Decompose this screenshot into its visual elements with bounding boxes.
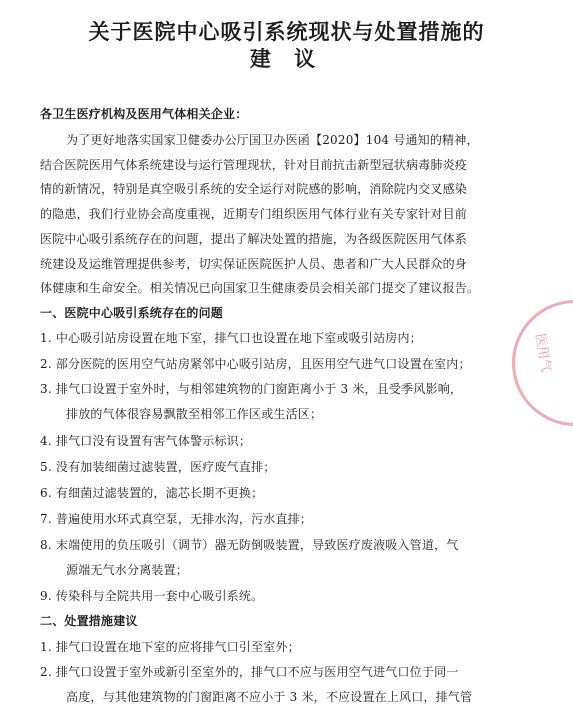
intro-line: 为了更好地落实国家卫健委办公厅国卫办医函【2020】104 号通知的精神， [66, 133, 479, 147]
intro-line: 体健康和生命安全。相关情况已向国家卫生健康委员会相关部门提交了建议报告。 [40, 281, 480, 295]
list-item: 9. 传染科与全院共用一套中心吸引系统。 [40, 589, 264, 603]
document-title-line1: 关于医院中心吸引系统现状与处置措施的 [88, 19, 485, 44]
salutation: 各卫生医疗机构及医用气体相关企业： [40, 107, 248, 121]
list-item: 3. 排气口设置于室外时，与相邻建筑物的门窗距离小于 3 米，且受季风影响， [40, 382, 463, 396]
list-item: 2. 部分医院的医用空气站房紧邻中心吸引站房，且医用空气进气口设置在室内； [40, 357, 471, 371]
list-item: 4. 排气口没有设置有害气体警示标识； [40, 434, 252, 448]
intro-line: 医院中心吸引系统存在的问题，提出了解决处置的措施，为各级医院医用气体系 [40, 232, 468, 246]
intro-line: 结合医院医用气体系统建设与运行管理现状，针对目前抗击新型冠状病毒肺炎疫 [40, 158, 468, 172]
document-title-line2: 建 议 [249, 46, 324, 71]
list-item-continuation: 排放的气体很容易飘散至相邻工作区或生活区； [66, 407, 323, 421]
section-heading: 二、处置措施建议 [40, 614, 138, 628]
list-item: 5. 没有加装细菌过滤装置，医疗废气直排； [40, 460, 276, 474]
list-item: 1. 中心吸引站房设置在地下室，排气口也设置在地下室或吸引站房内； [40, 331, 422, 345]
list-item: 2. 排气口设置于室外或新引至室外的，排气口不应与医用空气进气口位于同一 [40, 665, 459, 679]
list-item: 1. 排气口设置在地下室的应将排气口引至室外； [40, 640, 300, 654]
list-item-continuation: 源端无气水分离装置； [66, 563, 189, 577]
intro-line: 统建设及运维管理提供参考，切实保证医院医护人员、患者和广大人民群众的身 [40, 257, 468, 271]
section-heading: 一、医院中心吸引系统存在的问题 [40, 306, 224, 320]
stamp-text: 医用气 [531, 332, 554, 374]
list-item: 7. 普遍使用水环式真空泵，无排水沟，污水直排； [40, 512, 313, 526]
list-item: 8. 末端使用的负压吸引（调节）器无防倒吸装置，导致医疗废液吸入管道，气 [40, 538, 459, 552]
intro-line: 情的新情况，特别是真空吸引系统的安全运行对院感的影响，消除院内交叉感染 [40, 182, 468, 196]
intro-line: 的隐患，我们行业协会高度重视，近期专门组织医用气体行业有关专家针对目前 [40, 207, 468, 221]
list-item-continuation: 高度，与其他建筑物的门窗距离不应小于 3 米，不应设置在上风口，排气管 [66, 690, 473, 704]
list-item: 6. 有细菌过滤装置的，滤芯长期不更换； [40, 486, 264, 500]
